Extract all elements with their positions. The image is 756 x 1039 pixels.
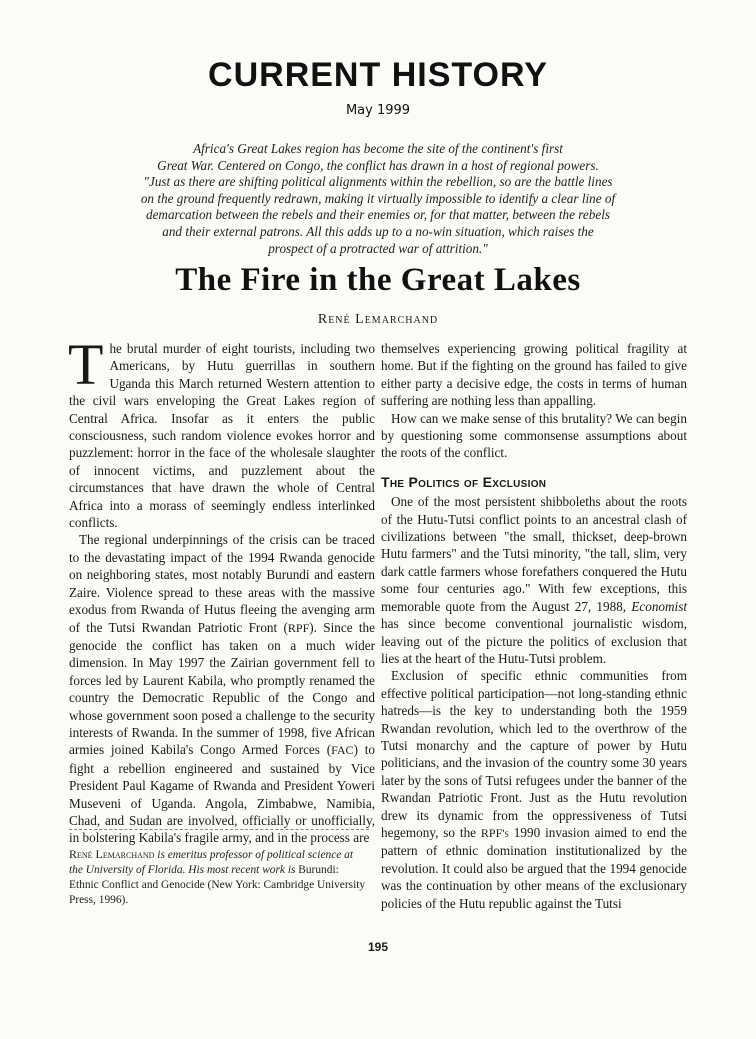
article-headline: The Fire in the Great Lakes (175, 262, 581, 298)
lede-line: "Just as there are shifting political alignments within the rebellion, so are the battle lines (143, 174, 613, 190)
issue-date: May 1999 (345, 103, 411, 118)
drop-cap: T (68, 332, 104, 397)
acronym: RPF's (480, 825, 509, 840)
lede-line: prospect of a protracted war of attrition." (268, 240, 488, 256)
paragraph-text: ) to fight a rebellion engineered and sustained by Vice President Paul Kagame of Rwanda and President Yoweri Museveni of Uganda. Angola, Zimbabwe, Namibia, Chad, and Sudan are involved, officially or unofficially, in bolstering Kabila's fragile army, and in the process are (69, 742, 375, 846)
paragraph (381, 493, 687, 667)
body-column-left (68, 332, 375, 847)
paragraph-text: One of the most persistent shibboleths about the roots of the Hutu-Tutsi conflict points to an ancestral clash of civilizations between "the small, thickset, deep-brown Hutu farmers" and the Tutsi minority, "the tall, slim, very dark cattle farmers whose forefathers conquered the Hutu some four centuries ago." With few exceptions, this memorable quote from the August 27, 1988, (381, 494, 687, 614)
body-column-right (381, 340, 687, 912)
paragraph (381, 667, 687, 912)
footnote-text: (New York: Cambridge University Press, 1996). (69, 879, 366, 906)
paragraph: themselves experiencing growing political fragility at home. But if the fighting on the ground has failed to give either party a decisive edge, the costs in terms of human suffering are nothing less than appalling. (381, 341, 687, 409)
author-name: René Lemarchand (69, 847, 155, 861)
paragraph (69, 531, 375, 846)
lede-line: demarcation between the rebels and their enemies or, for that matter, between the rebels (145, 207, 611, 223)
book-title: Burundi: Ethnic Conflict and Genocide (69, 864, 339, 891)
footnote-text: is emeritus professor of political science at the University of Florida. His most recent work is (69, 849, 354, 876)
article-lede (140, 141, 616, 257)
journal-title: CURRENT HISTORY (208, 56, 548, 94)
acronym: RPF (287, 620, 310, 635)
lede-line: Great War. Centered on Congo, the conflict has drawn in a host of regional powers. (157, 157, 599, 173)
author-footnote (69, 847, 369, 908)
paragraph-text: Exclusion of specific ethnic communities from effective political participation—not long-standing ethnic hatreds—is the key to understanding both the 1959 Rwandan revolution, which led to the overthrow of the Tutsi monarchy and the capture of power by Hutu politicians, and the invasion of the country some 30 years later by the sons of Tutsi refugees under the banner of the Rwandan Patriotic Front. Just as the Hutu revolution drew its dynamic from the oppressiveness of Tutsi hegemony, so the (381, 668, 687, 840)
paragraph-text: The regional underpinnings of the crisis can be traced to the devastating impact of the 1994 Rwanda genocide on neighboring states, most notably Burundi and eastern Zaire. Violence spread to these areas with the massive exodus from Rwanda of Hutus fleeing the avenging arm of the Tutsi Rwandan Patriotic Front ( (69, 532, 375, 635)
byline: René Lemarchand (317, 312, 439, 327)
paragraph-text: 1990 invasion aimed to end the pattern of ethnic domination institutionalized by the revolution. It could also be argued that the 1994 genocide was the continuation by other means of the exclusionary policies of the Hutu republic against the Tutsi (381, 824, 687, 911)
lede-line: on the ground frequently redrawn, making it virtually impossible to identify a clear line of (140, 190, 616, 206)
paragraph-text: has since become conventional journalistic wisdom, leaving out of the picture the politics of exclusion that lies at the heart of the Hutu-Tutsi problem. (381, 616, 687, 666)
footnote-divider (69, 829, 369, 830)
publication-title: Economist (631, 598, 687, 614)
paragraph-text: he brutal murder of eight tourists, including two Americans, by Hutu guerrillas in southern Uganda this March returned Western attention to the civil wars enveloping the Great Lakes region of Central Africa. Insofar as it enters the public consciousness, such random violence evokes horror and puzzlement: horror in the face of the wholesale slaughter of innocent victims, and puzzlement about the circumstances that have drawn the whole of Central Africa into a morass of seemingly endless interlinked conflicts. (69, 341, 375, 531)
page-number: 195 (367, 940, 389, 954)
lede-line: and their external patrons. All this adds up to a no-win situation, which raises the (162, 223, 594, 239)
lede-line: Africa's Great Lakes region has become the site of the continent's first (193, 141, 563, 156)
paragraph: How can we make sense of this brutality? We can begin by questioning some commonsense assumptions about the roots of the conflict. (381, 410, 687, 461)
paragraph (68, 332, 375, 531)
section-heading: The Politics of Exclusion (381, 473, 547, 490)
acronym: FAC (331, 743, 354, 758)
paragraph-text: ). Since the genocide the conflict has taken on a much wider dimension. In May 1997 the Zairian government fell to forces led by Laurent Kabila, who promptly renamed the country the Democratic Republic of the Congo and whose government soon posed a challenge to the security interests of Rwanda. In the summer of 1998, five African armies joined Kabila's Congo Armed Forces ( (69, 619, 375, 758)
